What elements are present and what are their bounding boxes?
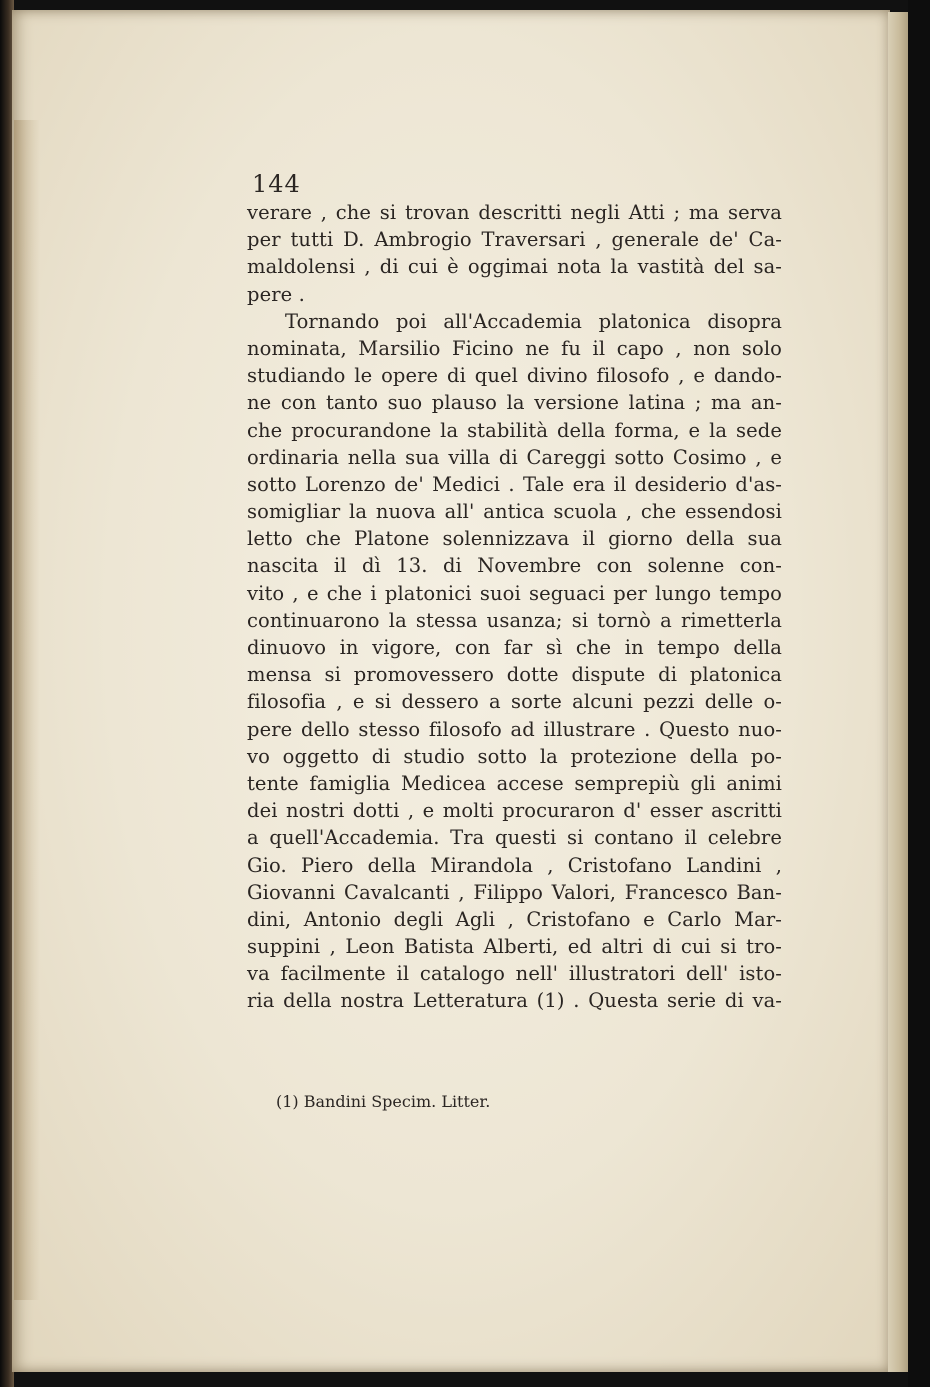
- text-line: filosofia , e si dessero a sorte alcuni pezzi delle o-: [247, 690, 782, 714]
- text-line: ria della nostra Letteratura (1) . Questa serie di va-: [247, 989, 782, 1013]
- text-line: suppini , Leon Batista Alberti, ed altri di cui si tro-: [247, 935, 782, 959]
- text-line: mensa si promovessero dotte dispute di platonica: [247, 663, 782, 687]
- text-line: ne con tanto suo plauso la versione latina ; ma an-: [247, 391, 782, 415]
- binding-edge: [908, 0, 930, 1387]
- text-line: nascita il dì 13. di Novembre con solenne con-: [247, 554, 782, 578]
- text-line: Giovanni Cavalcanti , Filippo Valori, Francesco Ban-: [247, 880, 782, 904]
- page-number: 144: [252, 170, 301, 198]
- text-line: ordinaria nella sua villa di Careggi sotto Cosimo , e: [247, 445, 782, 469]
- text-line: continuarono la stessa usanza; si tornò a rimetterla: [247, 608, 782, 632]
- text-line: somigliar la nuova all' antica scuola , che essendosi: [247, 500, 782, 524]
- footnote: (1) Bandini Specim. Litter.: [276, 1092, 491, 1111]
- text-line: a quell'Accademia. Tra questi si contano il celebre: [247, 826, 782, 850]
- page-edge-stain: [14, 120, 40, 1300]
- text-line: vo oggetto di studio sotto la protezione della po-: [247, 744, 782, 768]
- text-line: nominata, Marsilio Ficino ne fu il capo , non solo: [247, 336, 782, 360]
- text-line: tente famiglia Medicea accese semprepiù gli animi: [247, 771, 782, 795]
- text-line: per tutti D. Ambrogio Traversari , generale de' Ca-: [247, 228, 782, 252]
- text-line: verare , che si trovan descritti negli Atti ; ma serva: [247, 201, 782, 224]
- text-line: pere dello stesso filosofo ad illustrare . Questo nuo-: [247, 717, 782, 741]
- text-line: dini, Antonio degli Agli , Cristofano e Carlo Mar-: [247, 907, 782, 931]
- text-line: studiando le opere di quel divino filosofo , e dando-: [247, 364, 782, 388]
- text-line: pere .: [247, 282, 305, 306]
- text-line: dei nostri dotti , e molti procuraron d' esser ascritti: [247, 799, 782, 823]
- text-line: Tornando poi all'Accademia platonica disopra: [285, 309, 782, 333]
- text-line: va facilmente il catalogo nell' illustratori dell' isto-: [247, 962, 782, 986]
- text-line: maldolensi , di cui è oggimai nota la vastità del sa-: [247, 255, 782, 279]
- text-line: che procurandone la stabilità della forma, e la sede: [247, 418, 782, 442]
- text-line: dinuovo in vigore, con far sì che in tempo della: [247, 636, 782, 659]
- text-line: Gio. Piero della Mirandola , Cristofano Landini ,: [247, 853, 782, 877]
- body-text: [247, 199, 782, 1015]
- text-line: vito , e che i platonici suoi seguaci per lungo tempo: [247, 581, 782, 605]
- text-line: letto che Platone solennizzava il giorno della sua: [247, 527, 782, 551]
- page-edge-right: [888, 12, 910, 1372]
- text-line: sotto Lorenzo de' Medici . Tale era il desiderio d'as-: [247, 472, 782, 496]
